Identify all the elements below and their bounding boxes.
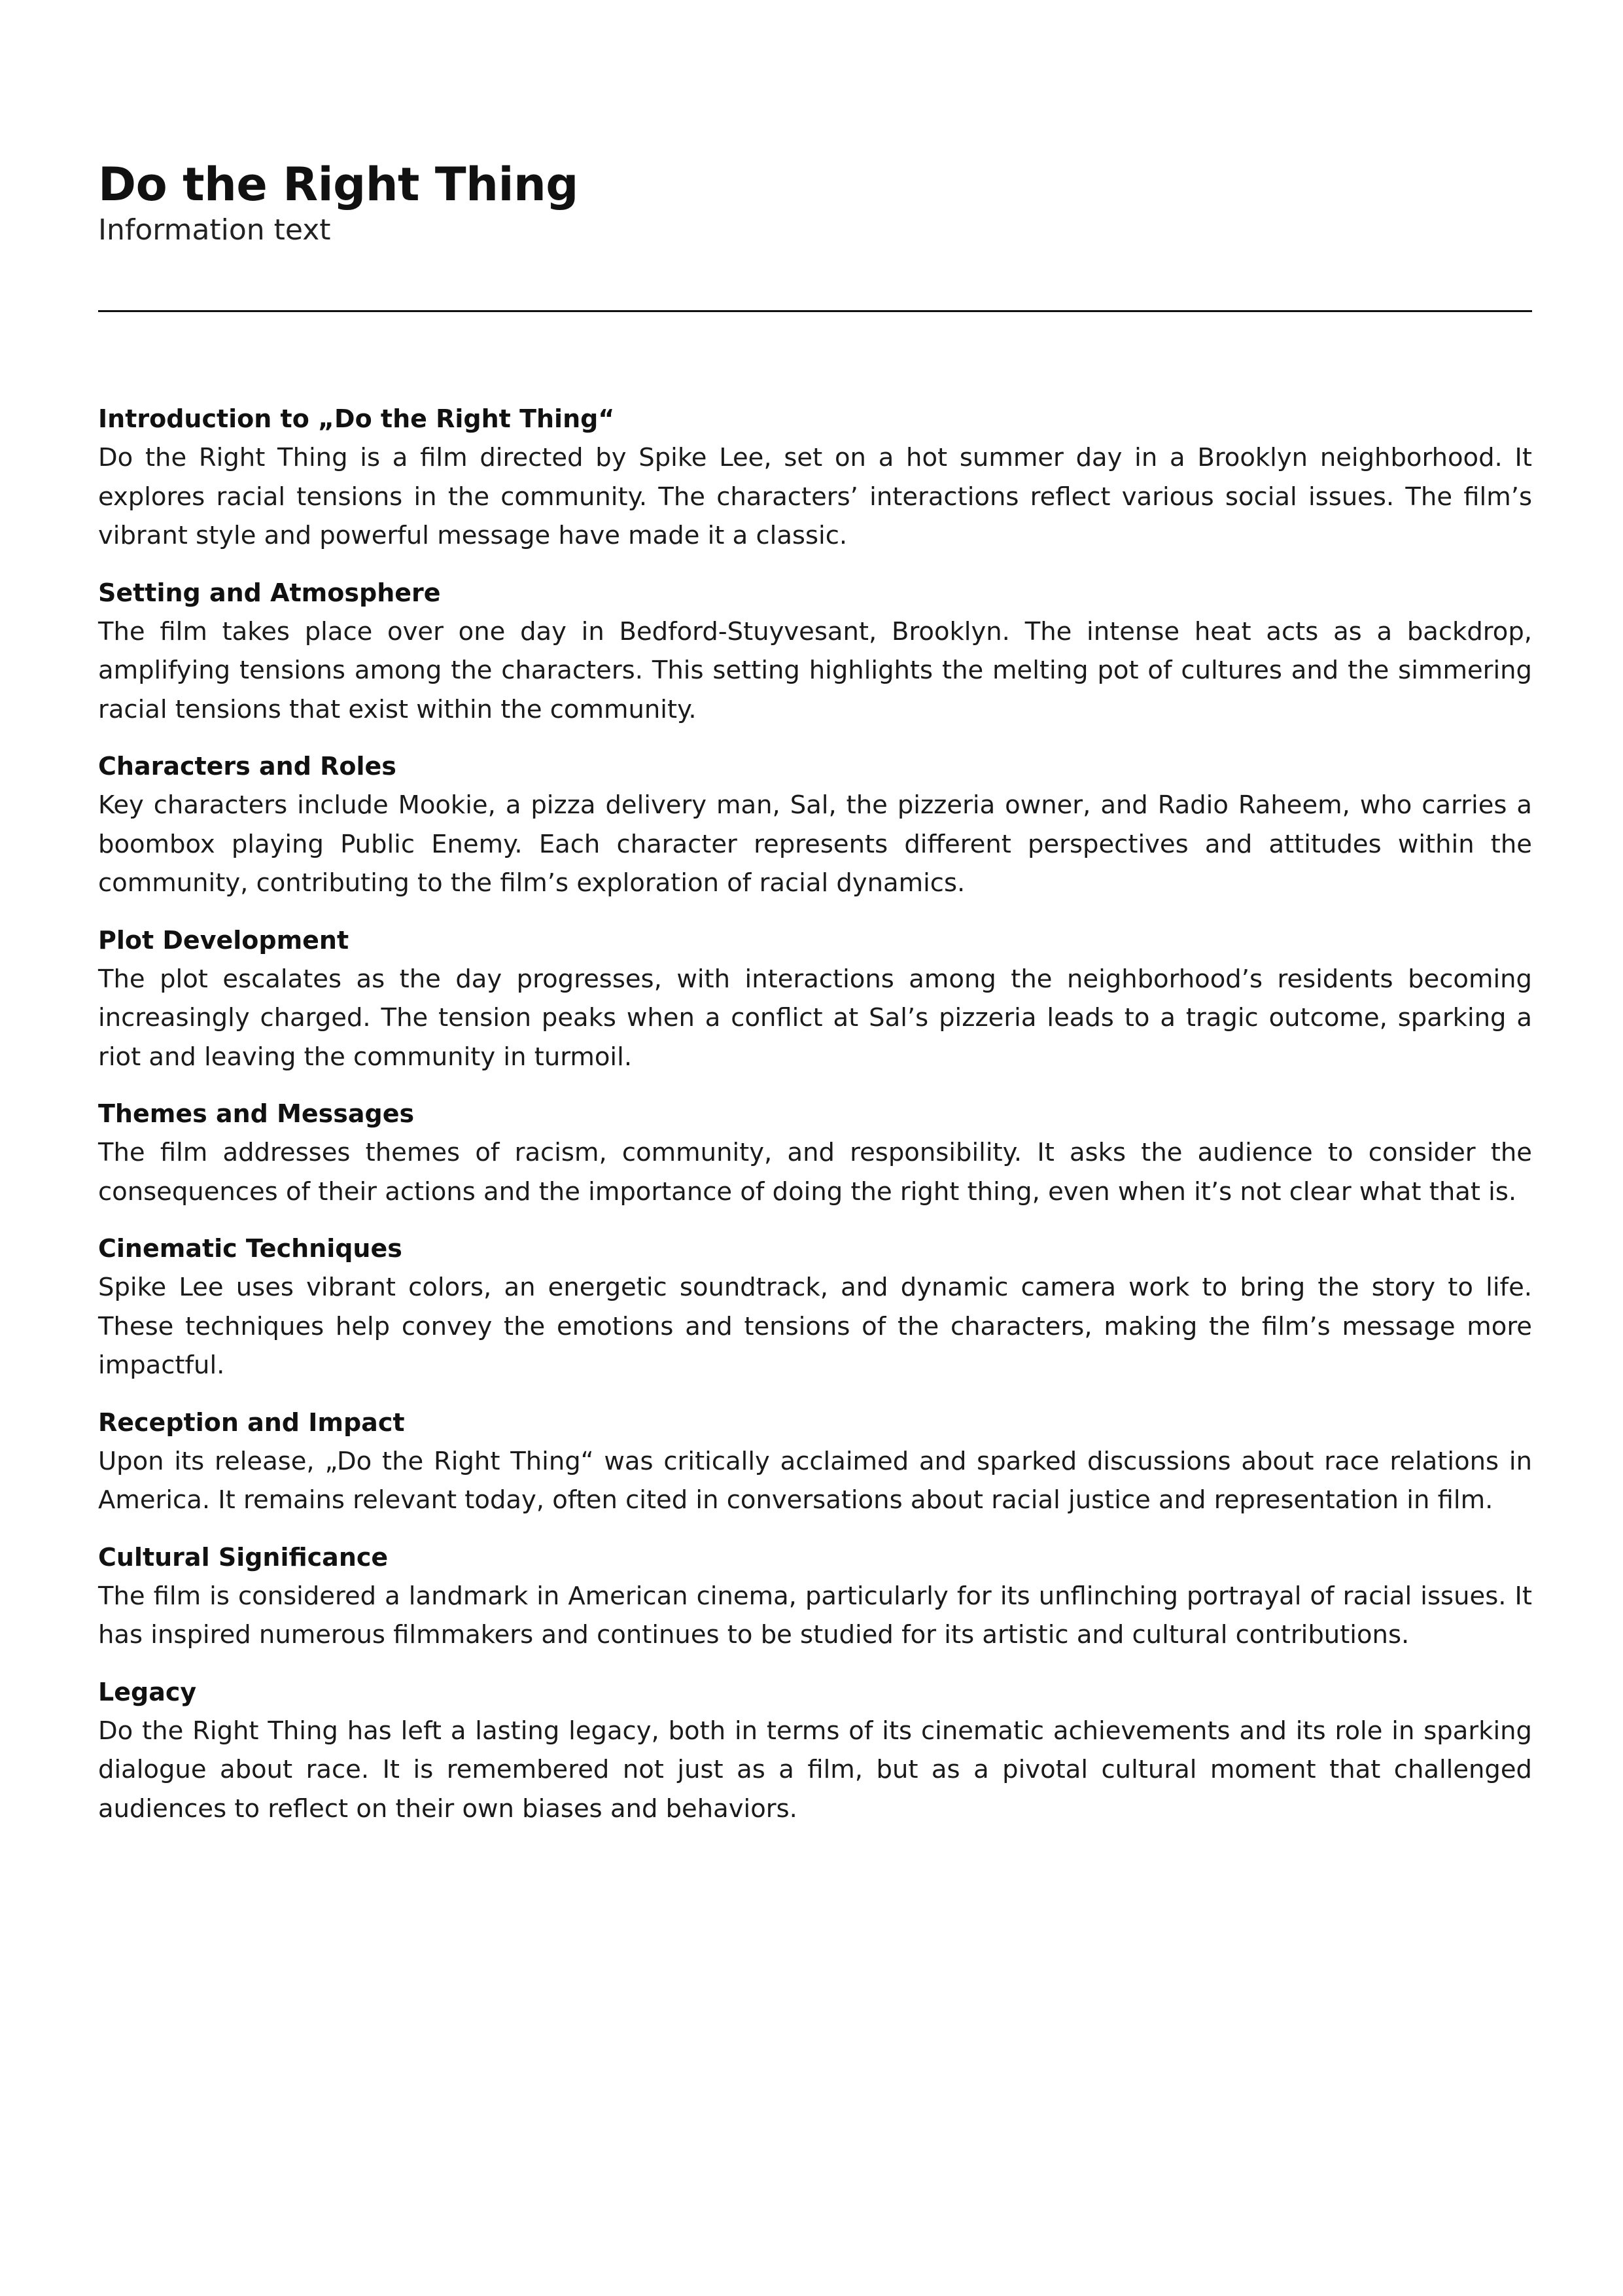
section-introduction <box>98 399 1532 556</box>
section-reception-and-impact <box>98 1403 1532 1520</box>
section-plot-development <box>98 921 1532 1077</box>
section-body: Do the Right Thing has left a lasting legacy, both in terms of its cinematic achievements and its role in sparking dialogue about race. It is remembered not just as a film, but as a pivotal cultural moment that challenged audiences to reflect on their own biases and behaviors. <box>98 1716 1532 1824</box>
section-heading: Legacy <box>98 1677 197 1706</box>
section-heading: Plot Development <box>98 925 349 955</box>
section-body: The film addresses themes of racism, community, and responsibility. It asks the audience to consider the consequences of their actions and the importance of doing the right thing, even when it’s not clear what that is. <box>98 1138 1532 1207</box>
section-heading: Themes and Messages <box>98 1099 415 1128</box>
document-title: Do the Right Thing <box>98 158 578 211</box>
section-cultural-significance <box>98 1538 1532 1655</box>
section-heading: Setting and Atmosphere <box>98 578 441 607</box>
section-body: The film takes place over one day in Bedford-Stuyvesant, Brooklyn. The intense heat acts as a backdrop, amplifying tensions among the characters. This setting highlights the melting pot of cultures and the simmering racial tensions that exist within the community. <box>98 616 1532 724</box>
document-page <box>98 157 1532 1824</box>
section-setting-and-atmosphere <box>98 573 1532 730</box>
header-divider <box>98 310 1532 312</box>
section-heading: Introduction to „Do the Right Thing“ <box>98 404 615 433</box>
section-body: Spike Lee uses vibrant colors, an energetic soundtrack, and dynamic camera work to bring the story to life. These techniques help convey the emotions and tensions of the characters, making the film’s message more impactful. <box>98 1273 1532 1380</box>
section-heading: Reception and Impact <box>98 1407 405 1437</box>
section-body: The film is considered a landmark in American cinema, particularly for its unflinching portrayal of racial issues. It has inspired numerous filmmakers and continues to be studied for its artistic and cultural contributions. <box>98 1581 1532 1650</box>
section-cinematic-techniques <box>98 1229 1532 1385</box>
section-themes-and-messages <box>98 1094 1532 1211</box>
section-body: Do the Right Thing is a film directed by Spike Lee, set on a hot summer day in a Brooklyn neighborhood. It explores racial tensions in the community. The characters’ interactions reflect various social issues. The film’s vibrant style and powerful message have made it a classic. <box>98 443 1532 550</box>
section-characters-and-roles <box>98 747 1532 903</box>
section-heading: Characters and Roles <box>98 752 396 781</box>
section-heading: Cultural Significance <box>98 1542 389 1572</box>
document-subtitle: Information text <box>98 213 331 247</box>
section-legacy <box>98 1672 1532 1829</box>
section-body: Upon its release, „Do the Right Thing“ was critically acclaimed and sparked discussions about race relations in America. It remains relevant today, often cited in conversations about racial justice and representation in film. <box>98 1446 1532 1515</box>
section-body: The plot escalates as the day progresses, with interactions among the neighborhood’s residents becoming increasingly charged. The tension peaks when a conflict at Sal’s pizzeria leads to a tragic outcome, sparking a riot and leaving the community in turmoil. <box>98 964 1532 1072</box>
section-heading: Cinematic Techniques <box>98 1234 402 1263</box>
sections-container <box>98 399 1532 1846</box>
section-body: Key characters include Mookie, a pizza delivery man, Sal, the pizzeria owner, and Radio Raheem, who carries a boombox playing Public Enemy. Each character represents different perspectives and attitudes within the community, contributing to the film’s exploration of racial dynamics. <box>98 790 1532 898</box>
